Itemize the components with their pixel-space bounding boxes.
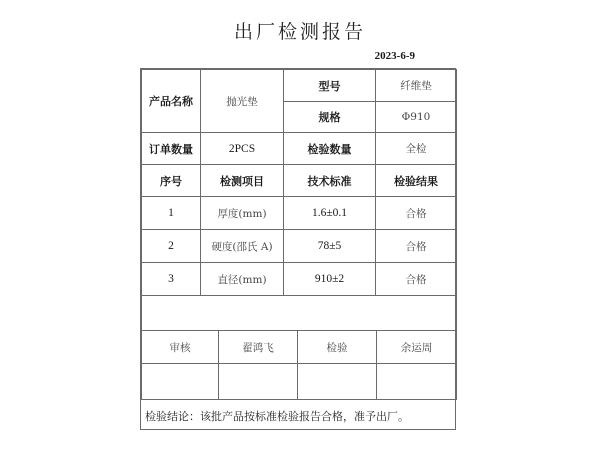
model-label: 型号: [283, 69, 376, 102]
row-1-item: 厚度(mm): [200, 196, 284, 230]
inspection-conclusion: 检验结论：该批产品按标准检验报告合格，准予出厂。: [141, 399, 457, 431]
report-table: [140, 68, 456, 430]
report-date: 2023-6-9: [374, 50, 415, 62]
blank-row: [141, 295, 457, 331]
product-name-label: 产品名称: [141, 69, 201, 133]
order-qty-label: 订单数量: [141, 132, 201, 165]
row-3-no: 3: [141, 262, 201, 296]
review-name: 翟鸿飞: [218, 330, 298, 364]
report-title: 出厂检测报告: [233, 21, 366, 43]
row-3-result: 合格: [375, 262, 457, 296]
review-label: 审核: [141, 330, 219, 364]
product-name-value: 抛光垫: [200, 69, 284, 133]
row-1-result: 合格: [375, 196, 457, 230]
inspect-qty-label: 检验数量: [283, 132, 376, 165]
row-2-item: 硬度(邵氏 A): [200, 229, 284, 263]
spec-label: 规格: [283, 101, 376, 133]
row-2-result: 合格: [375, 229, 457, 263]
row-1-no: 1: [141, 196, 201, 230]
review-signature-space: [141, 363, 219, 400]
inspect-name: 余运周: [376, 330, 457, 364]
inspect-signature-space: [297, 363, 377, 400]
inspect-qty-value: 全检: [375, 132, 457, 165]
order-qty-value: 2PCS: [200, 132, 284, 165]
inspect-name-signature-space: [376, 363, 457, 400]
col-header-result: 检验结果: [375, 164, 457, 197]
row-2-standard: 78±5: [283, 229, 376, 263]
row-3-standard: 910±2: [283, 262, 376, 296]
row-1-standard: 1.6±0.1: [283, 196, 376, 230]
inspect-label: 检验: [297, 330, 377, 364]
spec-value: Φ910: [375, 101, 457, 133]
col-header-item: 检测项目: [200, 164, 284, 197]
model-value: 纤维垫: [375, 69, 457, 102]
row-2-no: 2: [141, 229, 201, 263]
review-name-signature-space: [218, 363, 298, 400]
row-3-item: 直径(mm): [200, 262, 284, 296]
col-header-standard: 技术标准: [283, 164, 376, 197]
col-header-no: 序号: [141, 164, 201, 197]
